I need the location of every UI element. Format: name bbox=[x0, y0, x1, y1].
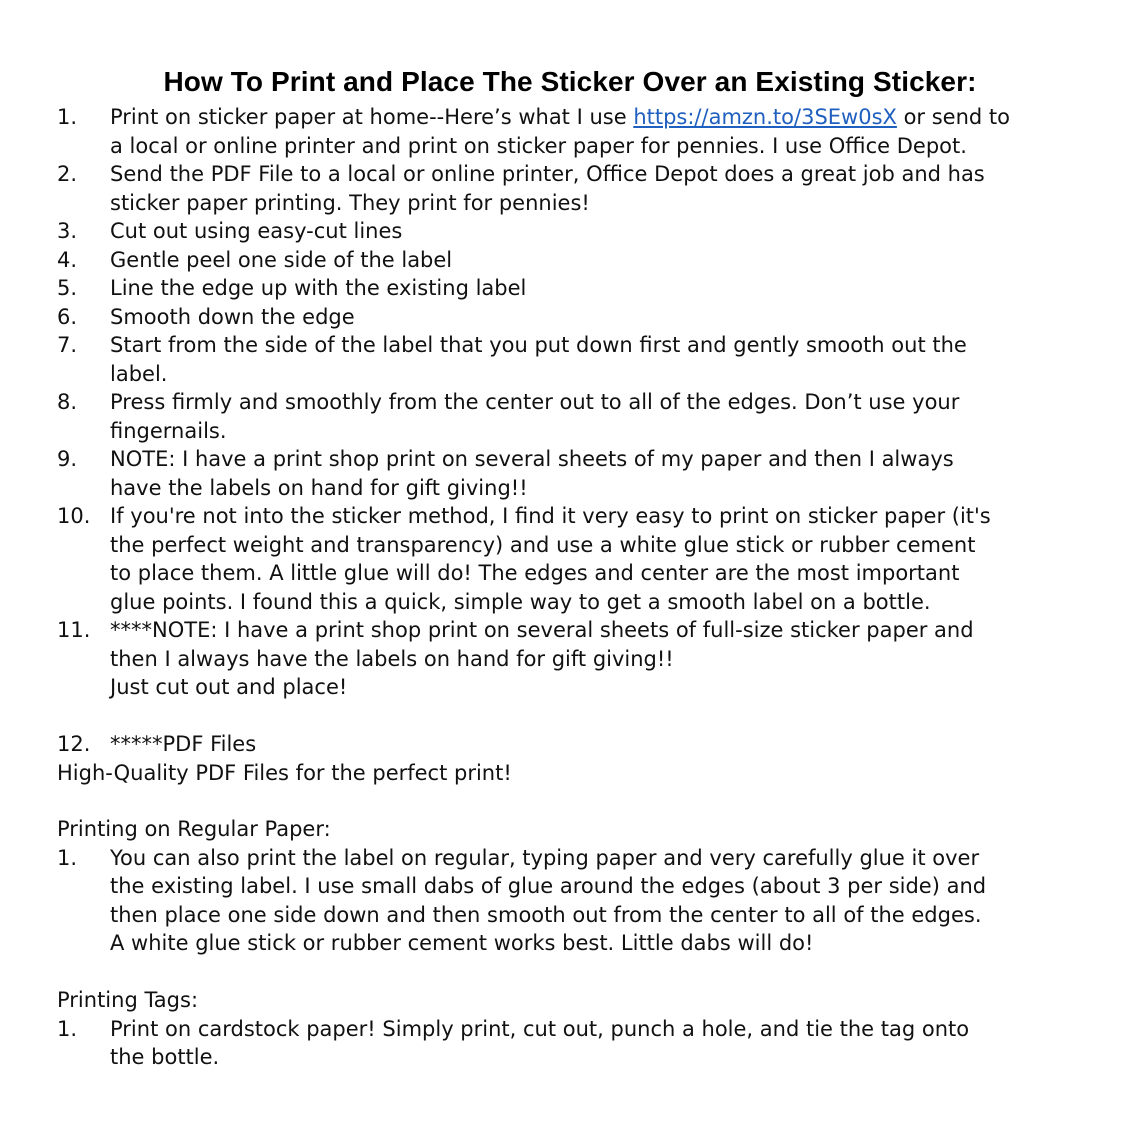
step-item bbox=[57, 388, 1097, 445]
page-title: How To Print and Place The Sticker Over an Existing Sticker: bbox=[163, 66, 977, 97]
step-line: ****NOTE: I have a print shop print on several sheets of full-size sticker paper and bbox=[110, 618, 974, 642]
step-item bbox=[57, 274, 1097, 303]
tags-section bbox=[57, 986, 1097, 1072]
step-item bbox=[57, 1015, 1097, 1072]
sticker-steps-list bbox=[57, 103, 1097, 702]
step-line: Cut out using easy-cut lines bbox=[110, 219, 403, 243]
step-number: 9. bbox=[57, 447, 78, 471]
section-heading: Printing Tags: bbox=[57, 988, 199, 1012]
step-text bbox=[110, 1015, 1097, 1072]
step-line: the bottle. bbox=[110, 1045, 220, 1069]
step-line: If you're not into the sticker method, I find it very easy to print on sticker paper (it's bbox=[110, 504, 991, 528]
step-item bbox=[57, 445, 1097, 502]
step-text bbox=[110, 160, 1097, 217]
step-item bbox=[57, 160, 1097, 217]
step-line: sticker paper printing. They print for pennies! bbox=[110, 190, 590, 215]
step-number: 1. bbox=[57, 845, 78, 870]
step-number: 5. bbox=[57, 276, 78, 300]
step-line: to place them. A little glue will do! The edges and center are the most important bbox=[110, 561, 960, 585]
step-item bbox=[57, 303, 1097, 332]
step-text: *****PDF Files bbox=[110, 732, 257, 756]
step-text bbox=[110, 844, 1097, 958]
step-line: Send the PDF File to a local or online printer, Office Depot does a great job and has bbox=[110, 162, 985, 186]
pdf-files-section bbox=[57, 730, 1097, 787]
step-line: Press firmly and smoothly from the center out to all of the edges. Don’t use your bbox=[110, 390, 960, 414]
step-item bbox=[57, 103, 1097, 160]
step-item bbox=[57, 844, 1097, 958]
step-line: fingernails. bbox=[110, 418, 227, 443]
step-number: 4. bbox=[57, 247, 78, 272]
step-line: Print on cardstock paper! Simply print, cut out, punch a hole, and tie the tag onto bbox=[110, 1016, 970, 1041]
step-text-after-link: or send to bbox=[896, 105, 1010, 129]
section-heading: Printing on Regular Paper: bbox=[57, 817, 331, 841]
step-line: Smooth down the edge bbox=[110, 304, 355, 329]
amazon-link[interactable]: https://amzn.to/3SEw0sX bbox=[633, 105, 897, 129]
step-line: Start from the side of the label that you put down first and gently smooth out the bbox=[110, 333, 967, 357]
step-text bbox=[110, 616, 1097, 702]
step-line: NOTE: I have a print shop print on several sheets of my paper and then I always bbox=[110, 447, 954, 471]
step-item bbox=[57, 616, 1097, 702]
step-line: label. bbox=[110, 361, 168, 386]
step-line: Just cut out and place! bbox=[110, 675, 348, 699]
step-text bbox=[110, 388, 1097, 445]
step-line: Line the edge up with the existing label bbox=[110, 276, 527, 300]
step-item bbox=[57, 502, 1097, 616]
step-text bbox=[110, 217, 1097, 246]
step-number: 10. bbox=[57, 504, 91, 528]
step-text-before-link: Print on sticker paper at home--Here’s what I use bbox=[110, 105, 634, 129]
step-line: Gentle peel one side of the label bbox=[110, 247, 453, 272]
step-line bbox=[110, 103, 1097, 132]
step-text bbox=[110, 303, 1097, 332]
step-number: 8. bbox=[57, 390, 78, 414]
step-text bbox=[110, 331, 1097, 388]
step-text bbox=[110, 246, 1097, 275]
step-text bbox=[110, 274, 1097, 303]
step-number: 12. bbox=[57, 732, 91, 756]
step-line: have the labels on hand for gift giving!! bbox=[110, 475, 528, 500]
step-text bbox=[110, 103, 1097, 160]
step-item bbox=[57, 331, 1097, 388]
step-number: 1. bbox=[57, 1016, 78, 1041]
step-line: the perfect weight and transparency) and use a white glue stick or rubber cement bbox=[110, 532, 976, 557]
step-line: glue points. I found this a quick, simple way to get a smooth label on a bottle. bbox=[110, 589, 931, 614]
step-line: a local or online printer and print on sticker paper for pennies. I use Office Depot. bbox=[110, 133, 967, 158]
step-line: You can also print the label on regular, typing paper and very carefully glue it over bbox=[110, 845, 980, 870]
step-item bbox=[57, 730, 1097, 759]
pdf-note: High-Quality PDF Files for the perfect print! bbox=[57, 760, 512, 785]
step-number: 3. bbox=[57, 219, 78, 243]
regular-paper-section bbox=[57, 815, 1097, 958]
step-number: 6. bbox=[57, 304, 78, 329]
step-number: 7. bbox=[57, 333, 78, 357]
step-number: 11. bbox=[57, 618, 91, 642]
step-text bbox=[110, 445, 1097, 502]
step-line: A white glue stick or rubber cement works best. Little dabs will do! bbox=[110, 931, 814, 955]
step-line: then place one side down and then smooth out from the center to all of the edges. bbox=[110, 902, 982, 927]
step-number: 2. bbox=[57, 162, 78, 186]
step-item bbox=[57, 217, 1097, 246]
step-item bbox=[57, 246, 1097, 275]
step-number: 1. bbox=[57, 105, 78, 129]
step-line: then I always have the labels on hand for gift giving!! bbox=[110, 646, 674, 671]
step-text bbox=[110, 502, 1097, 616]
step-line: the existing label. I use small dabs of glue around the edges (about 3 per side) and bbox=[110, 874, 987, 898]
